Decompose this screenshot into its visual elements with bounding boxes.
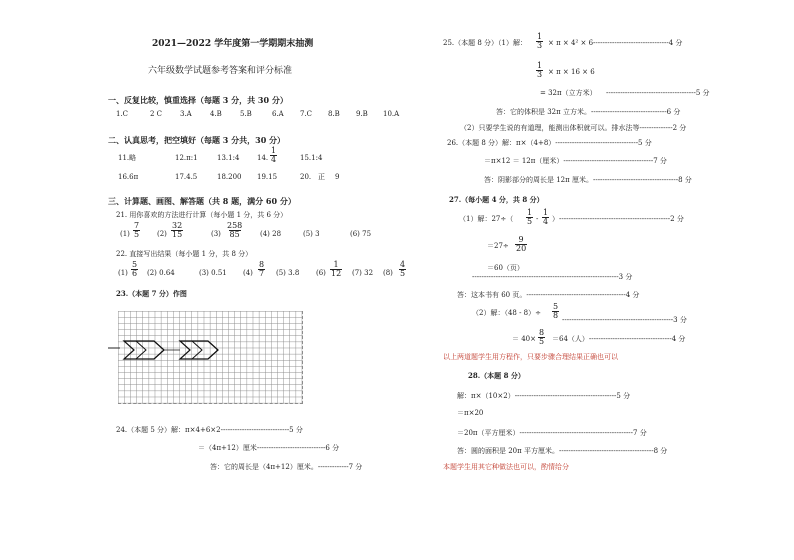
answer-15: 15.1:4	[300, 154, 323, 162]
q22-8-fraction: $\frac{4}{5}$	[400, 260, 406, 279]
q24-line-2: ＝（4π+12）厘米-----------------------------6 分	[198, 444, 340, 452]
q27-3: ＝60（页）	[487, 264, 524, 272]
q28-line-4: 答：圆的面积是 20π 平方厘米。----------------------------------------8 分	[457, 447, 668, 455]
q28-line-2: ＝π×20	[457, 409, 484, 417]
q22-1-fraction: $\frac{5}{6}$	[132, 260, 138, 279]
q27-5-dashes: -----------------------------------------------3 分	[562, 316, 687, 324]
q26-line-3: 答：阴影部分的周长是 12π 厘米。------------------------------------8 分	[484, 176, 692, 184]
q27-fraction-a: $\frac{1}{5}$	[527, 208, 533, 227]
page-subtitle: 六年级数学试题参考答案和评分标准	[148, 66, 293, 76]
q24-line-3: 答：它的周长是（4π+12）厘米。-------------7 分	[210, 463, 363, 471]
q27-3-dashes: --------------------------------------------------------------3 分	[472, 273, 633, 281]
q23-drawing	[108, 311, 308, 403]
answer-20-b: 9	[335, 173, 340, 181]
answer-3: 3.A	[180, 110, 192, 118]
q22-4-fraction: $\frac{8}{7}$	[259, 260, 265, 279]
section-3-heading: 三、计算题、画图、解答题（共 8 题，满分 60 分）	[108, 196, 296, 206]
q22-3: (3) 0.51	[199, 269, 227, 277]
q22-5: (5) 3.8	[276, 269, 300, 277]
q21-6: (6) 75	[350, 230, 372, 238]
q22-6-fraction: $\frac{1}{12}$	[331, 260, 342, 279]
q27-minus: -	[536, 215, 539, 223]
arrow-shape-2	[180, 341, 218, 359]
answer-4: 4.B	[210, 110, 222, 118]
answer-2: 2 C	[150, 110, 163, 118]
q25-fraction-1: $\frac{1}{3}$	[537, 32, 543, 51]
q27-fraction-e: $\frac{8}{5}$	[539, 328, 545, 347]
q22-1-label: (1)	[118, 269, 128, 277]
q21-3-fraction: $\frac{258}{85}$	[227, 221, 243, 240]
q21-4: (4) 28	[260, 230, 282, 238]
page-title: 2021—2022 学年度第一学期期末抽测	[152, 39, 314, 49]
q25-line-3-dashes: --------------------------------------5 分	[606, 89, 710, 97]
q25-fraction-2: $\frac{1}{3}$	[537, 61, 543, 80]
q28-note: 本题学生用其它种做法也可以，酌情给分	[443, 463, 569, 471]
q25-line-1-prefix: 25.（本题 8 分）（1）解：	[443, 39, 527, 47]
q25-line-1-rest: × π × 4² × 6--------------------------------4 分	[548, 39, 683, 47]
arrow-shape-2-inner	[192, 341, 218, 359]
arrow-shape-1	[124, 341, 164, 359]
q22-4-label: (4)	[243, 269, 253, 277]
q26-line-2: ＝π×12 ＝ 12π（厘米）--------------------------------------7 分	[484, 157, 667, 165]
q21-instruction: 21. 用你喜欢的方法进行计算（每小题 1 分，共 6 分）	[116, 211, 288, 219]
q21-3-label: (3)	[211, 230, 221, 238]
answer-8: 8.B	[328, 110, 340, 118]
answer-13: 13.1:4	[217, 154, 240, 162]
q21-1-label: (1)	[120, 230, 130, 238]
q25-line-2-rest: × π × 16 × 6	[548, 68, 595, 76]
answer-19: 19.15	[257, 173, 278, 181]
q27-fraction-c: $\frac{9}{20}$	[516, 235, 527, 254]
q26-line-1: 26.（本题 8 分）解：π×（4+8）-----------------------------------5 分	[447, 139, 652, 147]
answer-16: 16.6π	[118, 173, 139, 181]
q27-note: 以上两道题学生用方程作，只要步骤合理结果正确也可以	[443, 353, 618, 361]
answer-17: 17.4.5	[175, 173, 198, 181]
q27-6-prefix: ＝ 40×	[512, 335, 536, 343]
q28-line-1: 解：π×（10×2）-------------------------------------------5 分	[457, 392, 631, 400]
q21-5: (5) 3	[303, 230, 320, 238]
q24-line-1: 24.（本题 5 分）解：π×4+6×2-----------------------------5 分	[116, 426, 303, 434]
q21-2-fraction: $\frac{32}{15}$	[172, 221, 183, 240]
q27-2-prefix: ＝27÷	[487, 242, 509, 250]
q28-line-3: ＝20π（平方厘米）------------------------------------------------7 分	[457, 429, 647, 437]
answer-7: 7.C	[300, 110, 313, 118]
q28-heading: 28.（本题 8 分）	[468, 371, 525, 380]
q25-line-3: = 32π（立方米）	[540, 89, 597, 97]
answer-14-fraction: $\frac{1}{4}$	[271, 146, 277, 165]
answer-6: 6.A	[272, 110, 284, 118]
q22-6-label: (6)	[316, 269, 326, 277]
section-1-heading: 一、反复比较，慎重选择（每题 3 分，共 30 分）	[108, 95, 288, 105]
answer-9: 9.B	[356, 110, 368, 118]
q27-fraction-d: $\frac{5}{8}$	[553, 302, 559, 321]
q27-fraction-b: $\frac{1}{4}$	[543, 208, 549, 227]
q22-8-label: (8)	[383, 269, 393, 277]
q21-1-fraction: $\frac{7}{5}$	[134, 221, 140, 240]
q25-line-5: （2）只要学生说的有道理，能测出体积就可以。排水法等--------------2 分	[460, 124, 687, 132]
q27-1-rest: ）-----------------------------------------------2 分	[552, 215, 684, 223]
answer-10: 10.A	[383, 110, 400, 118]
q25-line-4: 答：它的体积是 32π 立方米。--------------------------------6 分	[496, 108, 681, 116]
q27-4: 答：这本书有 60 页。------------------------------------------4 分	[457, 291, 640, 299]
q22-7: (7) 32	[352, 269, 374, 277]
answer-20-label: 20.	[300, 173, 312, 181]
answer-1: 1.C	[116, 110, 129, 118]
answer-5: 5.B	[240, 110, 252, 118]
q23-label: 23.（本题 7 分）作图	[116, 289, 187, 298]
answer-14-label: 14.	[257, 154, 269, 162]
q27-heading: 27.（每小题 4 分，共 8 分）	[449, 195, 544, 204]
q22-instruction: 22. 直接写出结果（每小题 1 分，共 8 分）	[116, 250, 253, 258]
section-2-heading: 二、认真思考，把空填好（每题 3 分共，30 分）	[108, 135, 286, 145]
q27-5-prefix: （2）解：（48 - 8）÷	[472, 309, 541, 317]
arrow-shape-1-inner	[136, 341, 164, 359]
q27-1-prefix: （1）解：27÷（	[459, 215, 514, 223]
q27-6-rest: ＝64（人）-----------------------------------4 分	[552, 335, 686, 343]
answer-12: 12.π:1	[175, 154, 198, 162]
q22-2: (2) 0.64	[147, 269, 175, 277]
answer-11: 11.略	[118, 154, 137, 162]
q21-2-label: (2)	[157, 230, 167, 238]
answer-20-a: 正	[318, 173, 325, 181]
answer-18: 18.200	[217, 173, 242, 181]
